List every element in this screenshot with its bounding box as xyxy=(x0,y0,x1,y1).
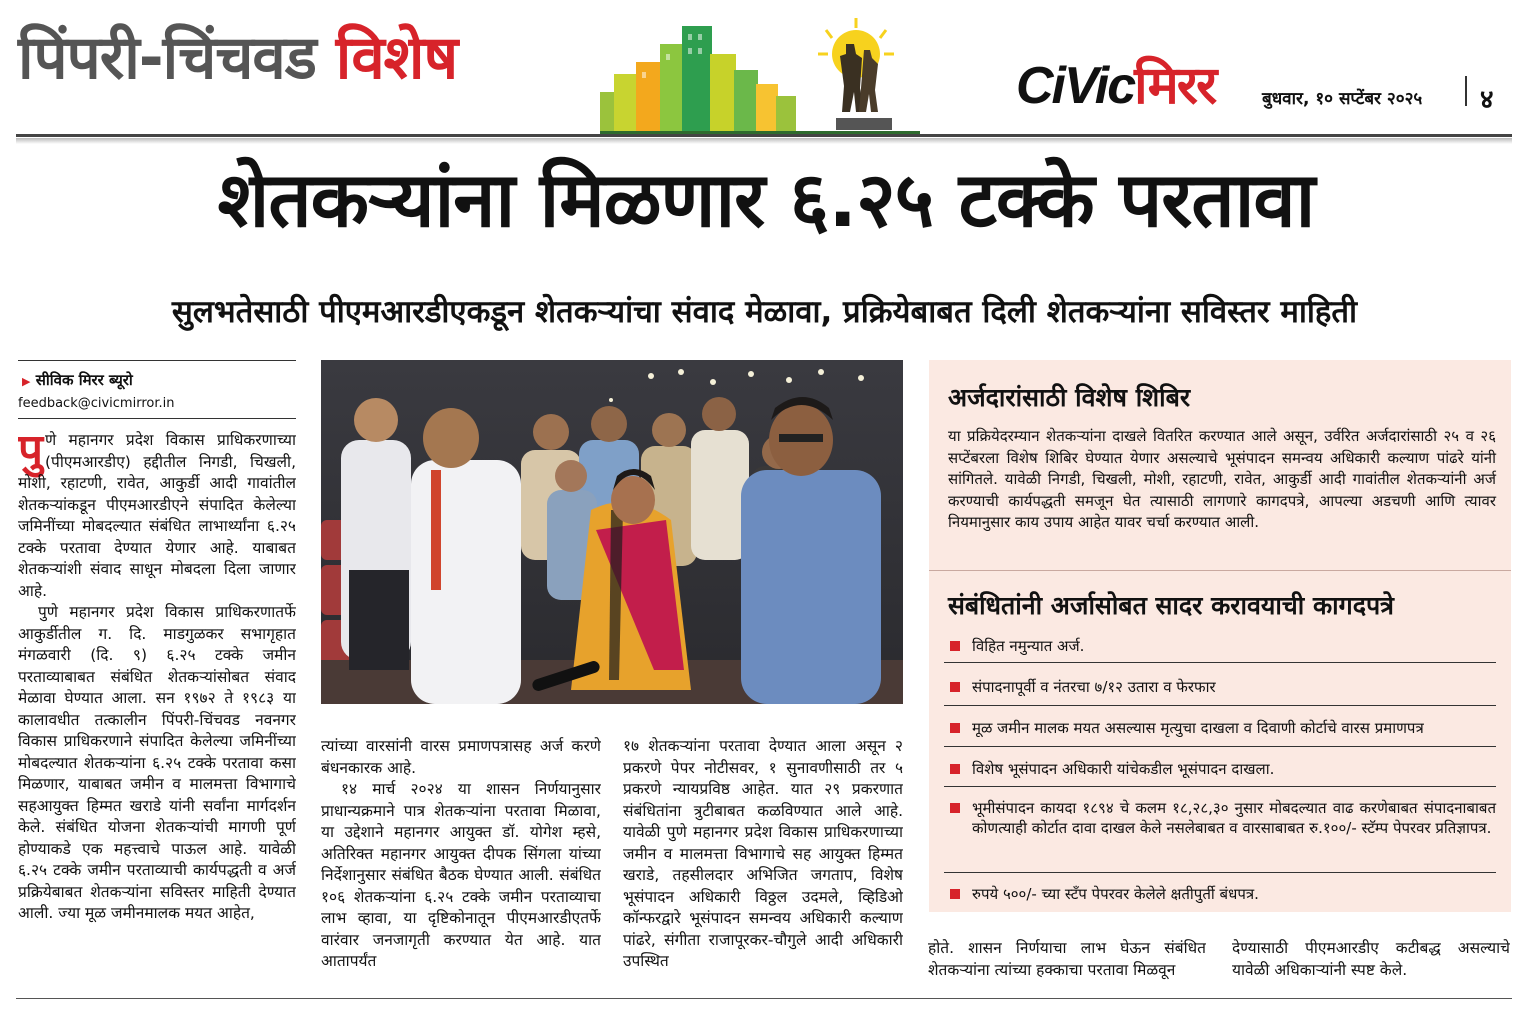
article-column-5 xyxy=(1232,938,1510,988)
dropcap: पु xyxy=(18,430,43,476)
sidebox-camp-text: या प्रक्रियेदरम्यान शेतकऱ्यांना दाखले वितरित करण्यात आले असून, उर्वरित अर्जदारांसाठी २५ व २६ सप्टेंबरला विशेष शिबिर घेण्यात येणार असल्याचे भूसंपादन समन्वय अधिकारी कल्याण पांढरे यांनी सांगितले. यावेळी निगडी, चिखली, मोशी, रहाटणी, रावेत, आकुर्डी आदी गावांतील शेतकऱ्यांनी अर्ज करण्याची कार्यपद्धती समजून घेत त्यासाठी लागणारे कागदपत्रे, आपल्या अडचणी आणि त्यावर नियमानुसार काय उपाय आहेत यावर चर्चा करण्यात आली. xyxy=(948,427,1496,532)
document-text: मूळ जमीन मालक मयत असल्यास मृत्युचा दाखला व दिवाणी कोर्टाचे वारस प्रमाणपत्र xyxy=(972,719,1424,737)
article-paragraph: १४ मार्च २०२४ या शासन निर्णयानुसार प्राधान्यक्रमाने पात्र शेतकऱ्यांना परतावा मिळावा, या उद्देशाने महानगर आयुक्त डॉ. योगेश म्हसे, अतिरिक्त महानगर आयुक्त दीपक सिंगला यांच्या निर्देशानुसार संबंधित बैठक घेण्यात आली. संबंधित १०६ शेतकऱ्यांना ६.२५ टक्के जमीन परताव्याचा लाभ व्हावा, या दृष्टिकोनातून पीएमआरडीएतर्फे वारंवार जनजागृती करण्यात येत आहे. यात आतापर्यंत xyxy=(321,780,601,970)
logo-mirror: मिरर xyxy=(1134,57,1216,115)
article-column-3 xyxy=(623,736,903,986)
triangle-marker-icon: ▶ xyxy=(22,375,31,388)
bullet-square-icon xyxy=(950,764,960,774)
document-text: रुपये ५००/- च्या स्टॅंप पेपरवर केलेले क्षतीपुर्ती बंधपत्र. xyxy=(972,885,1259,903)
sidebox-heading-camp: अर्जदारांसाठी विशेष शिबिर xyxy=(948,383,1191,412)
document-item xyxy=(948,718,1496,738)
article-paragraph: देण्यासाठी पीएमआरडीए कटीबद्ध असल्याचे यावेळी अधिकाऱ्यांनी स्पष्ट केले. xyxy=(1232,939,1510,979)
document-item xyxy=(948,759,1496,779)
byline-email[interactable]: feedback@civicmirror.in xyxy=(18,396,175,411)
document-text: संपादनापूर्वी व नंतरचा ७/१२ उतारा व फेरफार xyxy=(972,678,1216,696)
document-divider xyxy=(944,746,1496,747)
civic-mirror-logo xyxy=(1016,57,1216,115)
masthead-rule xyxy=(16,134,1512,137)
bullet-square-icon xyxy=(950,889,960,899)
section-title-city: पिंपरी-चिंचवड xyxy=(18,23,316,93)
article-column-4 xyxy=(928,938,1206,988)
city-skyline-illustration xyxy=(600,14,920,134)
section-title-special: विशेष xyxy=(335,23,458,93)
sidebox-heading-documents: संबंधितांनी अर्जासोबत सादर करावयाची कागदपत्रे xyxy=(948,591,1394,620)
bullet-square-icon xyxy=(950,682,960,692)
article-paragraph: १७ शेतकऱ्यांना परतावा देण्यात आला असून २ प्रकरणे पेपर नोटीसवर, १ सुनावणीसाठी तर ५ प्रकरणे न्यायप्रविष्ठ आहेत. यात २९ प्रकरणात संबंधितांना त्रुटीबाबत कळविण्यात आले आहे. यावेळी पुणे महानगर प्रदेश विकास प्राधिकरणाच्या जमीन व मालमत्ता विभागाचे सह आयुक्त हिम्मत खराडे, तहसीलदार अभिजित जगताप, विशेष भूसंपादन अधिकारी विठ्ठल उदमले, व्हिडिओ कॉन्फरद्वारे भूसंपादन समन्वय अधिकारी कल्याण पांढरे, संगीता राजापूरकर-चौगुले आदी अधिकारी उपस्थित xyxy=(623,737,903,970)
article-column-2 xyxy=(321,736,601,986)
sidebox-divider xyxy=(929,570,1511,571)
document-item xyxy=(948,884,1496,904)
document-text: विहित नमुन्यात अर्ज. xyxy=(972,637,1085,655)
event-photo xyxy=(321,360,903,704)
subheadline: सुलभतेसाठी पीएमआरडीएकडून शेतकऱ्यांचा संवाद मेळावा, प्रक्रियेबाबत दिली शेतकऱ्यांना सविस्तर माहिती xyxy=(171,294,1358,330)
document-text: भूमीसंपादन कायदा १८९४ चे कलम १८,२८,३० नुसार मोबदल्यात वाढ करणेबाबत संपादनाबाबत कोणत्याही कोर्टात दावा दाखल केले नसलेबाबत व वारसाबाबत रु.१००/- स्टॅम्प पेपरवर प्रतिज्ञापत्र. xyxy=(972,799,1496,837)
page-number: ४ xyxy=(1480,85,1494,115)
masthead-shadow xyxy=(16,138,1512,144)
bullet-square-icon xyxy=(950,641,960,651)
document-divider xyxy=(944,662,1496,663)
article-text: णे महानगर प्रदेश विकास प्राधिकरणाच्या (पीएमआरडीए) हद्दीतील निगडी, चिखली, मोशी, रहाटणी, रावेत, आकुर्डी आदी गावांतील शेतकऱ्यांकडून पीएमआरडीएने संपादित केलेल्या जमिनींच्या मोबदल्यात संबंधित लाभार्थ्यांना ६.२५ टक्के परतावा देण्यात येणार आहे. याबाबत शेतकऱ्यांशी संवाद साधून मोबदला दिला जाणार आहे. xyxy=(18,431,296,600)
document-item xyxy=(948,677,1496,697)
document-text: विशेष भूसंपादन अधिकारी यांचेकडील भूसंपादन दाखला. xyxy=(972,760,1275,778)
article-column-1 xyxy=(18,430,296,990)
bullet-square-icon xyxy=(950,803,960,813)
byline-rule xyxy=(18,360,296,361)
headline: शेतकऱ्यांना मिळणार ६.२५ टक्के परतावा xyxy=(217,155,1315,244)
date-divider xyxy=(1465,76,1467,106)
document-item xyxy=(948,798,1496,838)
byline-rule xyxy=(18,418,296,419)
footer-rule xyxy=(16,998,1512,999)
logo-civic: CiVic xyxy=(1016,57,1135,115)
document-item xyxy=(948,636,1496,656)
byline xyxy=(22,370,133,390)
article-paragraph: होते. शासन निर्णयाचा लाभ घेऊन संबंधित शेतकऱ्यांना त्यांच्या हक्काचा परतावा मिळवून xyxy=(928,939,1206,979)
document-divider xyxy=(944,705,1496,706)
document-divider xyxy=(944,872,1496,873)
document-divider xyxy=(944,786,1496,787)
issue-date: बुधवार, १० सप्टेंबर २०२५ xyxy=(1262,89,1423,109)
article-paragraph xyxy=(18,430,296,602)
section-title xyxy=(18,23,458,93)
article-paragraph: त्यांच्या वारसांनी वारस प्रमाणपत्रासह अर्ज करणे बंधनकारक आहे. xyxy=(321,737,601,777)
byline-author: सीविक मिरर ब्यूरो xyxy=(35,371,133,389)
bullet-square-icon xyxy=(950,723,960,733)
article-paragraph: पुणे महानगर प्रदेश विकास प्राधिकरणातर्फे आकुर्डीतील ग. दि. माडगुळकर सभागृहात मंगळवारी (दि. ९) ६.२५ टक्के जमीन परताव्याबाबत संबंधित शेतकऱ्यांसोबत संवाद मेळावा घेण्यात आला. सन १९७२ ते १९८३ या कालावधीत तत्कालीन पिंपरी-चिंचवड नवनगर विकास प्राधिकरणाने संपादित केलेल्या जमिनींच्या मोबदल्यात शेतकऱ्यांना ६.२५ टक्के परतावा कसा मिळणार, याबाबत जमीन व मालमत्ता विभागाचे सहआयुक्त हिम्मत खराडे यांनी सर्वांना मार्गदर्शन केले. संबंधित योजना शेतकऱ्यांची मागणी पूर्ण होण्याकडे एक महत्त्वाचे पाऊल आहे. यावेळी ६.२५ टक्के जमीन परताव्याची कार्यपद्धती व अर्ज प्रक्रियेबाबत शेतकऱ्यांना सविस्तर माहिती देण्यात आली. ज्या मूळ जमीनमालक मयत आहेत, xyxy=(18,603,296,922)
